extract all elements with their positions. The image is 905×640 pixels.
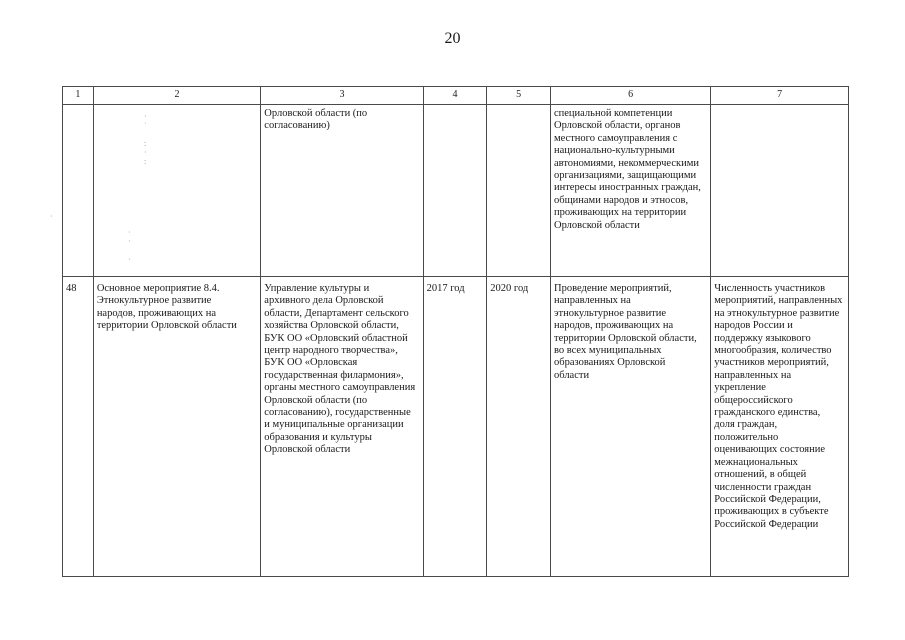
row-number-cell: 48	[63, 277, 94, 577]
row-number-cell	[63, 105, 94, 277]
start-year-cell: 2017 год	[423, 277, 487, 577]
measure-name-cell: Основное мероприятие 8.4. Этнокультурное развитие народов, проживающих на территории Орловской области	[93, 277, 260, 577]
header-cell: 6	[550, 87, 710, 105]
end-year-cell: 2020 год	[487, 277, 551, 577]
header-cell: 2	[93, 87, 260, 105]
measure-name-cell	[93, 105, 260, 277]
page-number: 20	[444, 30, 461, 47]
table-header-row	[63, 87, 849, 105]
executor-cell: Управление культуры и архивного дела Орловской области, Департамент сельского хозяйства Орловской области, БУК ОО «Орловский областной центр народного творчества», БУК ОО «Орловская государственная филармония», органы местного самоуправления Орловской области (по согласованию), государственные и муниципальные организации образования и культуры Орловской области	[261, 277, 423, 577]
scan-artifact: ·	[50, 212, 53, 221]
indicator-cell	[711, 105, 849, 277]
header-cell: 4	[423, 87, 487, 105]
start-year-cell	[423, 105, 487, 277]
end-year-cell	[487, 105, 551, 277]
result-cell: Проведение мероприятий, направленных на этнокультурное развитие народов, проживающих на территории Орловской области, во всех муниципальных образованиях Орловской области	[550, 277, 710, 577]
table-row	[63, 105, 849, 277]
scan-artifact: · · ·	[128, 228, 131, 264]
header-cell: 7	[711, 87, 849, 105]
scan-artifact: · ˙ : · :	[144, 112, 147, 166]
header-cell: 5	[487, 87, 551, 105]
header-cell: 3	[261, 87, 423, 105]
table-row	[63, 277, 849, 577]
measures-table	[62, 86, 849, 577]
result-cell: специальной компетенции Орловской области, органов местного самоуправления с национально-культурными автономиями, некоммерческими организациями, защищающими интересы иностранных граждан, общинами народов и этносов, проживающих на территории Орловской области	[550, 105, 710, 277]
executor-cell: Орловской области (по согласованию)	[261, 105, 423, 277]
header-cell: 1	[63, 87, 94, 105]
indicator-cell: Численность участников мероприятий, направленных на этнокультурное развитие народов России и поддержку языкового многообразия, количество участников мероприятий, направленных на укрепление общероссийского гражданского единства, доля граждан, положительно оценивающих состояние межнациональных отношений, в общей численности граждан Российской Федерации, проживающих в субъекте Российской Федерации	[711, 277, 849, 577]
